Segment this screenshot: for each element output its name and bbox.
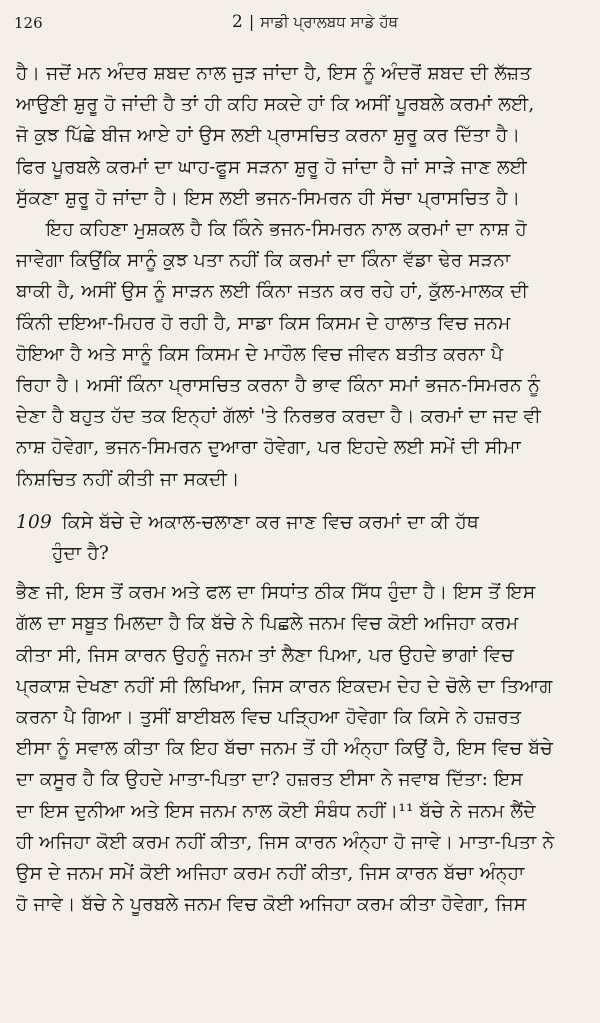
chapter-number: 2 <box>232 12 243 32</box>
text-line: ਹੋਇਆ ਹੈ ਅਤੇ ਸਾਨੂੰ ਕਿਸ ਕਿਸਮ ਦੇ ਮਾਹੌਲ ਵਿਚ ਜੀਵਨ ਬਤੀਤ ਕਰਨਾ ਪੈ <box>16 343 504 365</box>
page-body <box>16 58 588 920</box>
paragraph-1 <box>16 58 588 214</box>
text-line: ਭੈਣ ਜੀ, ਇਸ ਤੋਂ ਕਰਮ ਅਤੇ ਫਲ ਦਾ ਸਿਧਾਂਤ ਠੀਕ ਸਿੱਧ ਹੁੰਦਾ ਹੈ। ਇਸ ਤੋਂ ਇਸ <box>16 582 536 604</box>
text-line: ਫਿਰ ਪੂਰਬਲੇ ਕਰਮਾਂ ਦਾ ਘਾਹ-ਫੂਸ ਸੜਨਾ ਸ਼ੁਰੂ ਹੋ ਜਾਂਦਾ ਹੈ ਜਾਂ ਸਾੜੇ ਜਾਣ ਲਈ <box>16 156 528 178</box>
question-number: 109 <box>16 511 52 533</box>
text-line: ਇਹ ਕਹਿਣਾ ਮੁਸ਼ਕਲ ਹੈ ਕਿ ਕਿੰਨੇ ਭਜਨ-ਸਿਮਰਨ ਨਾਲ ਕਰਮਾਂ ਦਾ ਨਾਸ਼ ਹੋ <box>46 219 527 241</box>
text-line: ਦੇਣਾ ਹੈ ਬਹੁਤ ਹੱਦ ਤਕ ਇਨ੍ਹਾਂ ਗੱਲਾਂ 'ਤੇ ਨਿਰਭਰ ਕਰਦਾ ਹੈ। ਕਰਮਾਂ ਦਾ ਜਦ ਵੀ <box>16 406 542 428</box>
text-line: ਦਾ ਇਸ ਦੁਨੀਆ ਅਤੇ ਇਸ ਜਨਮ ਨਾਲ ਕੋਈ ਸੰਬੰਧ ਨਹੀਂ।¹¹ ਬੱਚੇ ਨੇ ਜਨਮ ਲੈਂਦੇ <box>16 800 536 822</box>
text-line: ਸੁੱਕਣਾ ਸ਼ੁਰੂ ਹੋ ਜਾਂਦਾ ਹੈ। ਇਸ ਲਈ ਭਜਨ-ਸਿਮਰਨ ਹੀ ਸੱਚਾ ਪ੍ਰਾਸਚਿਤ ਹੈ। <box>16 187 521 209</box>
question-line-1 <box>16 507 588 538</box>
text-line: ਈਸਾ ਨੂੰ ਸਵਾਲ ਕੀਤਾ ਕਿ ਇਹ ਬੱਚਾ ਜਨਮ ਤੋਂ ਹੀ ਅੰਨ੍ਹਾ ਕਿਉਂ ਹੈ, ਇਸ ਵਿਚ ਬੱਚੇ <box>16 738 553 760</box>
running-header <box>0 6 600 34</box>
chapter-title: ਸਾਡੀ ਪ੍ਰਾਲਬਧ ਸਾਡੇ ਹੱਥ <box>260 13 399 31</box>
question-line-2: ਹੁੰਦਾ ਹੈ? <box>52 543 110 565</box>
text-line: ਗੱਲ ਦਾ ਸਬੂਤ ਮਿਲਦਾ ਹੈ ਕਿ ਬੱਚੇ ਨੇ ਪਿਛਲੇ ਜਨਮ ਵਿਚ ਕੋਈ ਅਜਿਹਾ ਕਰਮ <box>16 613 519 635</box>
text-line: ਉਸ ਦੇ ਜਨਮ ਸਮੇਂ ਕੋਈ ਅਜਿਹਾ ਕਰਮ ਨਹੀਂ ਕੀਤਾ, ਜਿਸ ਕਾਰਨ ਬੱਚਾ ਅੰਨ੍ਹਾ <box>16 863 525 885</box>
text-line: ਕਿੰਨੀ ਦਇਆ-ਮਿਹਰ ਹੋ ਰਹੀ ਹੈ, ਸਾਡਾ ਕਿਸ ਕਿਸਮ ਦੇ ਹਾਲਾਤ ਵਿਚ ਜਨਮ <box>16 312 511 334</box>
header-separator: | <box>248 12 255 31</box>
text-line: ਹੋ ਜਾਵੇ। ਬੱਚੇ ਨੇ ਪੂਰਬਲੇ ਜਨਮ ਵਿਚ ਕੋਈ ਅਜਿਹਾ ਕਰਮ ਕੀਤਾ ਹੋਵੇਗਾ, ਜਿਸ <box>16 894 527 916</box>
paragraph-2 <box>16 214 588 495</box>
text-line: ਪ੍ਰਕਾਸ਼ ਦੇਖਣਾ ਨਹੀਂ ਸੀ ਲਿਖਿਆ, ਜਿਸ ਕਾਰਨ ਇਕਦਮ ਦੇਹ ਦੇ ਚੋਲੇ ਦਾ ਤਿਆਗ <box>16 675 553 697</box>
text-line: ਕਰਨਾ ਪੈ ਗਿਆ। ਤੁਸੀਂ ਬਾਈਬਲ ਵਿਚ ਪੜ੍ਹਿਆ ਹੋਵੇਗਾ ਕਿ ਕਿਸੇ ਨੇ ਹਜ਼ਰਤ <box>16 707 522 729</box>
text-line: ਜੋ ਕੁਝ ਪਿੱਛੇ ਬੀਜ ਆਏ ਹਾਂ ਉਸ ਲਈ ਪ੍ਰਾਸਚਿਤ ਕਰਨਾ ਸ਼ੁਰੂ ਕਰ ਦਿੱਤਾ ਹੈ। <box>16 125 521 147</box>
text-line: ਬਾਕੀ ਹੈ, ਅਸੀਂ ਉਸ ਨੂੰ ਸਾੜਨ ਲਈ ਕਿੰਨਾ ਜਤਨ ਕਰ ਰਹੇ ਹਾਂ, ਕੁੱਲ-ਮਾਲਕ ਦੀ <box>16 281 529 303</box>
answer-paragraph <box>16 577 588 920</box>
text-line: ਰਿਹਾ ਹੈ। ਅਸੀਂ ਕਿੰਨਾ ਪ੍ਰਾਸਚਿਤ ਕਰਨਾ ਹੈ ਭਾਵ ਕਿੰਨਾ ਸਮਾਂ ਭਜਨ-ਸਿਮਰਨ ਨੂੰ <box>16 375 541 397</box>
page-number: 126 <box>14 14 43 32</box>
text-line: ਹੀ ਅਜਿਹਾ ਕੋਈ ਕਰਮ ਨਹੀਂ ਕੀਤਾ, ਜਿਸ ਕਾਰਨ ਅੰਨ੍ਹਾ ਹੋ ਜਾਵੇ। ਮਾਤਾ-ਪਿਤਾ ਨੇ <box>16 831 555 853</box>
text-line: ਹੈ। ਜਦੋਂ ਮਨ ਅੰਦਰ ਸ਼ਬਦ ਨਾਲ ਜੁੜ ਜਾਂਦਾ ਹੈ, ਇਸ ਨੂੰ ਅੰਦਰੋਂ ਸ਼ਬਦ ਦੀ ਲੱਜ਼ਤ <box>16 63 532 84</box>
text-line: ਨਾਸ਼ ਹੋਵੇਗਾ, ਭਜਨ-ਸਿਮਰਨ ਦੁਆਰਾ ਹੋਵੇਗਾ, ਪਰ ਇਹਦੇ ਲਈ ਸਮੇਂ ਦੀ ਸੀਮਾ <box>16 437 521 459</box>
text-line: ਦਾ ਕਸੂਰ ਹੈ ਕਿ ਉਹਦੇ ਮਾਤਾ-ਪਿਤਾ ਦਾ? ਹਜ਼ਰਤ ਈਸਾ ਨੇ ਜਵਾਬ ਦਿੱਤਾ: ਇਸ <box>16 769 523 791</box>
text-line: ਆਉਣੀ ਸ਼ੁਰੂ ਹੋ ਜਾਂਦੀ ਹੈ ਤਾਂ ਹੀ ਕਹਿ ਸਕਦੇ ਹਾਂ ਕਿ ਅਸੀਂ ਪੂਰਬਲੇ ਕਰਮਾਂ ਲਈ, <box>16 94 535 116</box>
question-heading <box>16 507 588 569</box>
text-line: ਕੀਤਾ ਸੀ, ਜਿਸ ਕਾਰਨ ਉਹਨੂੰ ਜਨਮ ਤਾਂ ਲੈਣਾ ਪਿਆ, ਪਰ ਉਹਦੇ ਭਾਗਾਂ ਵਿਚ <box>16 644 514 666</box>
question-text: ਕਿਸੇ ਬੱਚੇ ਦੇ ਅਕਾਲ-ਚਲਾਣਾ ਕਰ ਜਾਣ ਵਿਚ ਕਰਮਾਂ ਦਾ ਕੀ ਹੱਥ <box>61 511 479 533</box>
text-line: ਜਾਵੇਗਾ ਕਿਉਂਕਿ ਸਾਨੂੰ ਕੁਝ ਪਤਾ ਨਹੀਂ ਕਿ ਕਰਮਾਂ ਦਾ ਕਿੰਨਾ ਵੱਡਾ ਢੇਰ ਸੜਨਾ <box>16 250 511 272</box>
chapter-heading <box>232 12 398 32</box>
text-line: ਨਿਸ਼ਚਿਤ ਨਹੀਂ ਕੀਤੀ ਜਾ ਸਕਦੀ। <box>16 468 240 490</box>
